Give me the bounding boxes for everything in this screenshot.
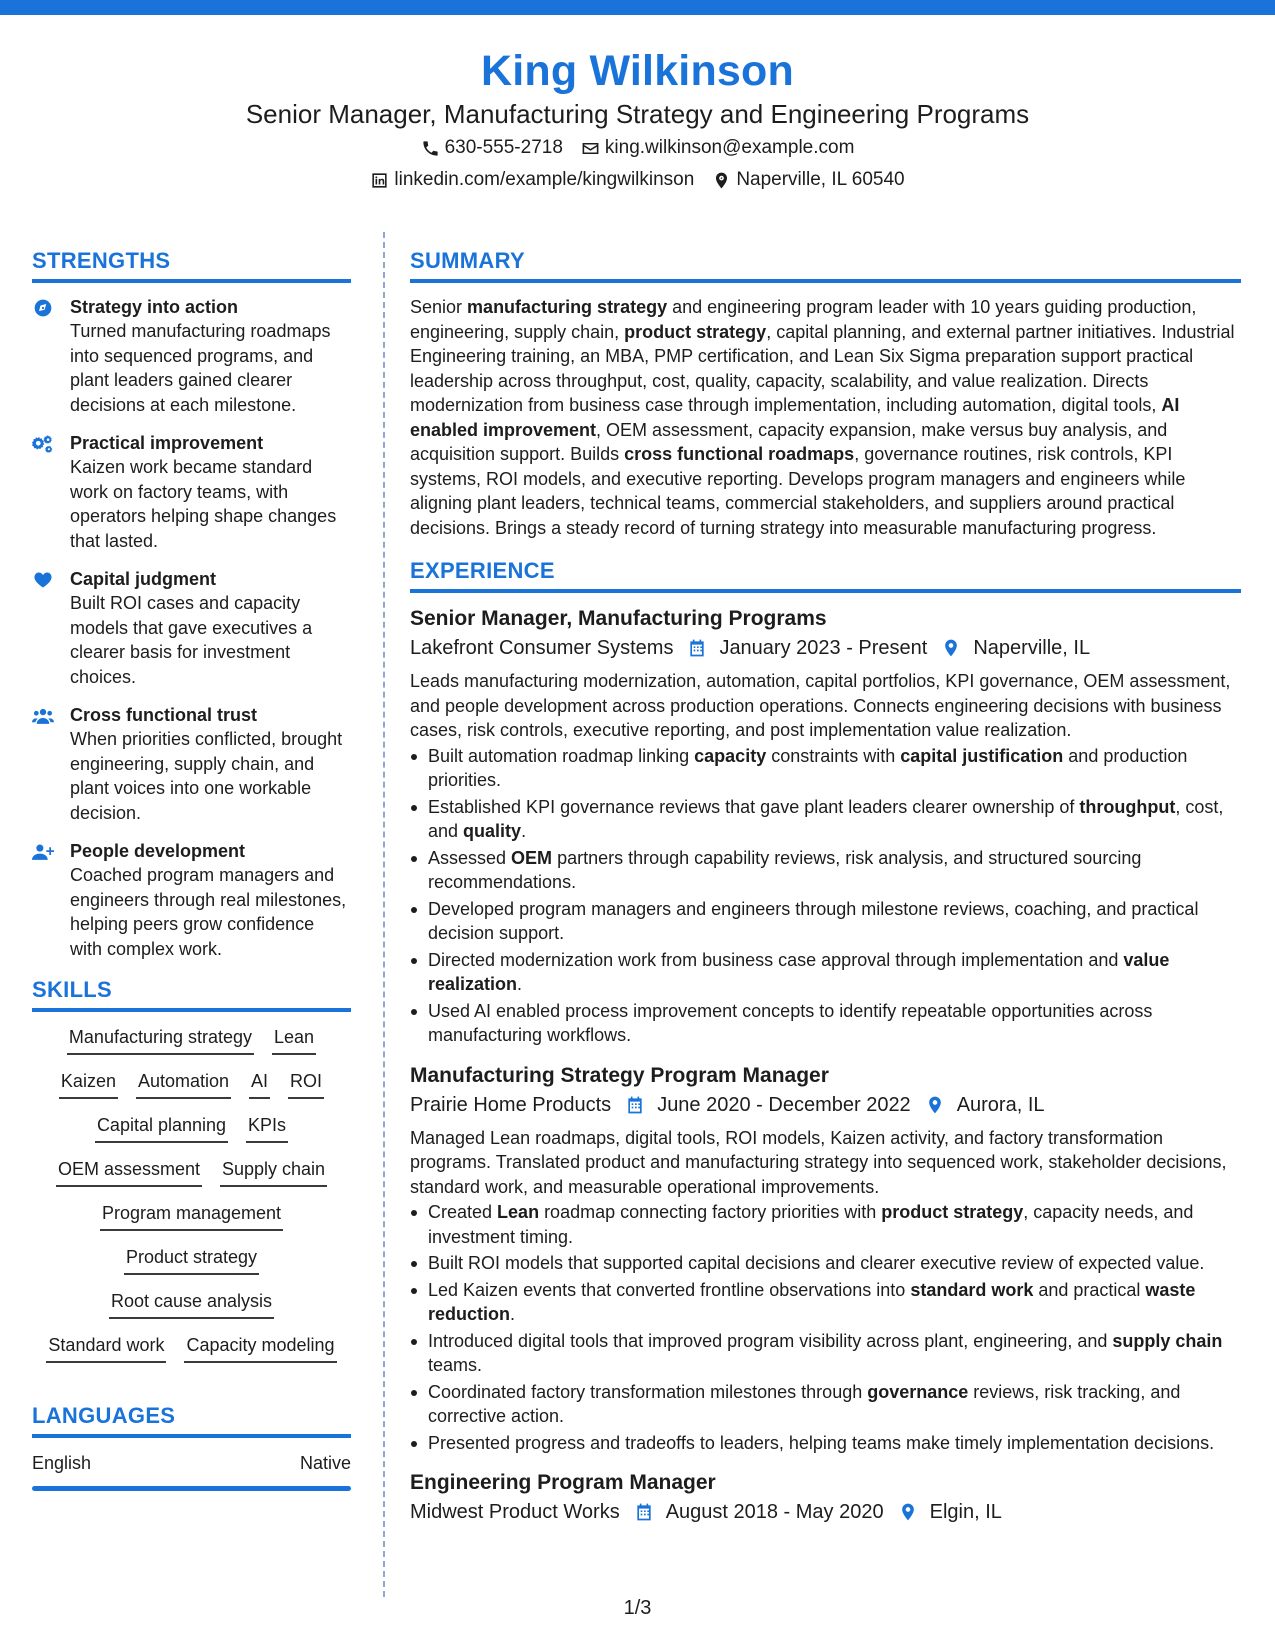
bold-keyword: capacity xyxy=(694,745,767,766)
job-location: Naperville, IL xyxy=(973,637,1091,659)
text-segment: Created xyxy=(428,1202,498,1222)
strength-item xyxy=(32,431,351,553)
job-bullets xyxy=(410,1200,1241,1455)
gears-icon xyxy=(32,431,56,553)
bold-keyword: waste reduction xyxy=(428,1279,1196,1324)
strength-description: Built ROI cases and capacity models that gave executives a clearer basis for investment choices. xyxy=(70,593,313,687)
language-item xyxy=(32,1450,351,1476)
job-dates: August 2018 - May 2020 xyxy=(665,1501,884,1523)
bold-keyword: OEM xyxy=(511,847,553,868)
strength-item xyxy=(32,703,351,825)
bold-keyword: manufacturing strategy xyxy=(467,297,668,317)
summary-text xyxy=(410,295,1241,540)
bold-keyword: product strategy xyxy=(624,321,767,342)
text-segment: Used AI enabled process improvement concepts to identify repeatable opportunities across manufacturing workflows. xyxy=(428,1000,1153,1045)
bold-keyword: throughput xyxy=(1079,796,1176,817)
job-entry xyxy=(410,605,1241,1048)
bold-keyword: quality xyxy=(463,821,522,841)
skill-tag: Standard work xyxy=(46,1332,166,1363)
strength-title: People development xyxy=(70,841,246,861)
language-level: Native xyxy=(299,1453,351,1473)
bold-keyword: cross functional roadmaps xyxy=(624,444,855,464)
language-name: English xyxy=(32,1453,92,1473)
map-pin-icon xyxy=(941,638,961,658)
job-bullet xyxy=(410,1251,1241,1276)
map-pin-icon xyxy=(898,1502,918,1522)
job-location: Aurora, IL xyxy=(956,1093,1045,1116)
strength-body xyxy=(70,431,351,553)
user-plus-icon xyxy=(32,839,56,961)
phone-number[interactable]: 630-555-2718 xyxy=(444,137,563,158)
strength-description: When priorities conflicted, brought engineering, supply chain, and plant voices into one workable decision. xyxy=(70,729,343,823)
job-bullet xyxy=(410,846,1241,895)
text-segment: . xyxy=(517,974,523,994)
job-bullet xyxy=(410,948,1241,997)
skill-tag: Root cause analysis xyxy=(109,1288,274,1319)
skill-row xyxy=(32,1332,351,1363)
text-segment: and engineering program leader with 10 years guiding production, engineering, supply chain, xyxy=(410,297,1197,342)
top-accent-bar xyxy=(0,0,1275,15)
job-description: Managed Lean roadmaps, digital tools, ROI models, Kaizen activity, and factory transformation programs. Translated product and manufacturing strategy into sequenced work, stakeholder decisions, standard work, and measurable operational improvements. xyxy=(410,1127,1227,1197)
strength-body xyxy=(70,703,351,825)
bold-keyword: supply chain xyxy=(1112,1330,1223,1351)
job-bullets xyxy=(410,744,1241,1048)
location-item xyxy=(712,166,904,194)
company-name: Midwest Product Works xyxy=(410,1501,620,1523)
text-segment: , capital planning, and external partner initiatives. Industrial Engineering training, an MBA, PMP certification, and Lean Six Sigma preparation support practical leadership across throughput, cost, quality, capacity, scalability, and value realization. Directs modernization from business case through implementation, including automation, digital tools, xyxy=(410,321,1235,415)
text-segment: reviews, risk tracking, and corrective action. xyxy=(428,1381,1181,1426)
language-level-bar xyxy=(32,1486,351,1491)
contact-row-1 xyxy=(0,134,1275,162)
page-number: 1/3 xyxy=(623,1597,652,1619)
text-segment: Senior xyxy=(410,297,468,317)
strength-title: Capital judgment xyxy=(70,569,217,589)
text-segment: Presented progress and tradeoffs to leaders, helping teams make timely implementation decisions. xyxy=(428,1432,1215,1453)
strength-title: Practical improvement xyxy=(70,433,264,453)
job-bullet xyxy=(410,795,1241,844)
job-location: Elgin, IL xyxy=(929,1501,1002,1523)
contact-row-2 xyxy=(0,166,1275,194)
candidate-name: King Wilkinson xyxy=(481,47,794,95)
company-name: Prairie Home Products xyxy=(410,1093,612,1116)
skill-tag: Automation xyxy=(136,1068,231,1099)
skill-tag: Program management xyxy=(100,1200,283,1231)
linkedin-item xyxy=(370,166,694,194)
text-segment: , OEM assessment, capacity expansion, make versus buy analysis, and acquisition support. Builds xyxy=(410,419,1168,464)
text-segment: Built automation roadmap linking xyxy=(428,745,695,766)
company-name: Lakefront Consumer Systems xyxy=(410,637,674,659)
skill-row xyxy=(32,1068,351,1099)
job-entry xyxy=(410,1469,1241,1527)
job-entry xyxy=(410,1062,1241,1456)
job-meta xyxy=(410,633,1241,663)
skill-tag: Kaizen xyxy=(59,1068,118,1099)
text-segment: Established KPI governance reviews that gave plant leaders clearer ownership of xyxy=(428,796,1080,817)
job-dates: June 2020 - December 2022 xyxy=(657,1093,911,1116)
phone-icon xyxy=(421,139,440,158)
heart-icon xyxy=(32,567,56,689)
strengths-heading: STRENGTHS xyxy=(32,246,351,283)
skill-tag: Capacity modeling xyxy=(184,1332,336,1363)
bold-keyword: product strategy xyxy=(881,1202,1024,1222)
skill-tag: Manufacturing strategy xyxy=(67,1024,254,1055)
strength-item xyxy=(32,567,351,689)
text-segment: , cost, and xyxy=(428,796,1224,841)
job-bullet xyxy=(410,1200,1241,1249)
summary-heading: SUMMARY xyxy=(410,246,1241,283)
job-dates: January 2023 - Present xyxy=(719,637,928,659)
column-divider xyxy=(383,232,385,1597)
skill-row xyxy=(32,1112,351,1143)
strength-body xyxy=(70,295,351,417)
job-title: Engineering Program Manager xyxy=(410,1471,716,1494)
strength-item xyxy=(32,295,351,417)
text-segment: . xyxy=(521,821,527,841)
job-description: Leads manufacturing modernization, automation, capital portfolios, KPI governance, OEM assessment, and people development across production operations. Connects engineering decisions with business cases, risk controls, executive reporting, and post implementation value realization. xyxy=(410,671,1231,740)
job-bullet xyxy=(410,1431,1241,1456)
calendar-icon xyxy=(634,1502,654,1522)
job-bullet xyxy=(410,999,1241,1048)
skill-tag: Product strategy xyxy=(124,1244,259,1275)
text-segment: Led Kaizen events that converted frontline observations into xyxy=(428,1279,911,1300)
strength-description: Coached program managers and engineers through real milestones, helping peers grow confidence with complex work. xyxy=(70,865,347,959)
resume-header xyxy=(0,44,1275,194)
text-segment: Introduced digital tools that improved program visibility across plant, engineering, and xyxy=(428,1330,1113,1351)
text-segment: constraints with xyxy=(766,745,901,766)
email-address[interactable]: king.wilkinson@example.com xyxy=(604,137,855,158)
text-segment: partners through capability reviews, risk analysis, and structured sourcing recommendations. xyxy=(428,847,1142,892)
map-pin-icon xyxy=(712,171,731,190)
calendar-icon xyxy=(687,638,707,658)
location-text: Naperville, IL 60540 xyxy=(736,169,905,190)
skill-row xyxy=(32,1024,351,1055)
text-segment: Assessed xyxy=(428,847,512,868)
text-segment: and production priorities. xyxy=(428,745,1188,790)
job-bullet xyxy=(410,1278,1241,1327)
experience-heading: EXPERIENCE xyxy=(410,556,1241,593)
left-column xyxy=(32,246,351,1491)
languages-heading: LANGUAGES xyxy=(32,1401,351,1438)
skill-tag: OEM assessment xyxy=(56,1156,202,1187)
text-segment: and practical xyxy=(1033,1279,1146,1300)
skill-row xyxy=(32,1244,351,1275)
strength-body xyxy=(70,567,351,689)
text-segment: teams. xyxy=(428,1355,483,1375)
linkedin-icon xyxy=(370,171,389,190)
bold-keyword: capital justification xyxy=(900,745,1064,766)
email-item xyxy=(581,134,855,162)
candidate-title: Senior Manager, Manufacturing Strategy and Engineering Programs xyxy=(245,99,1030,129)
users-icon xyxy=(32,703,56,825)
phone-item xyxy=(421,134,563,162)
strength-body xyxy=(70,839,351,961)
skill-row xyxy=(32,1200,351,1231)
bold-keyword: AI enabled improvement xyxy=(410,395,1180,440)
skill-row xyxy=(32,1156,351,1187)
strength-description: Kaizen work became standard work on factory teams, with operators helping shape changes that lasted. xyxy=(70,457,337,551)
text-segment: Coordinated factory transformation milestones through xyxy=(428,1381,868,1402)
bold-keyword: standard work xyxy=(910,1279,1034,1300)
strength-title: Cross functional trust xyxy=(70,705,258,725)
text-segment: , capacity needs, and investment timing. xyxy=(428,1202,1194,1247)
strength-item xyxy=(32,839,351,961)
skill-tag: KPIs xyxy=(246,1112,288,1143)
compass-icon xyxy=(32,295,56,417)
text-segment: roadmap connecting factory priorities with xyxy=(539,1202,882,1222)
job-bullet xyxy=(410,744,1241,793)
skill-tag: Capital planning xyxy=(95,1112,228,1143)
job-meta xyxy=(410,1497,1241,1527)
linkedin-url[interactable]: linkedin.com/example/kingwilkinson xyxy=(394,169,695,190)
strength-title: Strategy into action xyxy=(70,297,239,317)
text-segment: , governance routines, risk controls, KPI systems, ROI models, and executive reporting. Develops program managers and engineers while aligning plant leaders, technical teams, commercial stakeholders, and suppliers around practical decisions. Brings a steady record of turning strategy into measurable manufacturing progress. xyxy=(410,444,1186,538)
job-title: Manufacturing Strategy Program Manager xyxy=(410,1063,829,1087)
map-pin-icon xyxy=(925,1095,945,1115)
text-segment: Built ROI models that supported capital decisions and clearer executive review of expected value. xyxy=(428,1253,1205,1273)
bold-keyword: Lean xyxy=(497,1202,540,1222)
skill-tag: Supply chain xyxy=(220,1156,327,1187)
skill-tag: ROI xyxy=(288,1068,324,1099)
job-bullet xyxy=(410,1380,1241,1429)
text-segment: Directed modernization work from business case approval through implementation and xyxy=(428,949,1124,970)
job-meta xyxy=(410,1090,1241,1120)
strength-description: Turned manufacturing roadmaps into sequenced programs, and plant leaders gained clearer decisions at each milestone. xyxy=(70,321,331,415)
skill-tag: Lean xyxy=(272,1024,316,1055)
bold-keyword: value realization xyxy=(428,949,1170,994)
envelope-icon xyxy=(581,139,600,158)
text-segment: . xyxy=(510,1304,516,1324)
job-bullet xyxy=(410,897,1241,946)
languages-list xyxy=(32,1450,351,1491)
text-segment: Developed program managers and engineers through milestone reviews, coaching, and practical decision support. xyxy=(428,898,1199,943)
bold-keyword: governance xyxy=(867,1381,969,1402)
skills-heading: SKILLS xyxy=(32,975,351,1012)
strengths-list xyxy=(32,295,351,961)
experience-list xyxy=(410,605,1241,1527)
job-title: Senior Manager, Manufacturing Programs xyxy=(410,607,827,630)
skills-list xyxy=(32,1024,351,1363)
skill-row xyxy=(32,1288,351,1319)
calendar-icon xyxy=(625,1095,645,1115)
skill-tag: AI xyxy=(249,1068,270,1099)
job-bullet xyxy=(410,1329,1241,1378)
right-column xyxy=(410,246,1241,1541)
